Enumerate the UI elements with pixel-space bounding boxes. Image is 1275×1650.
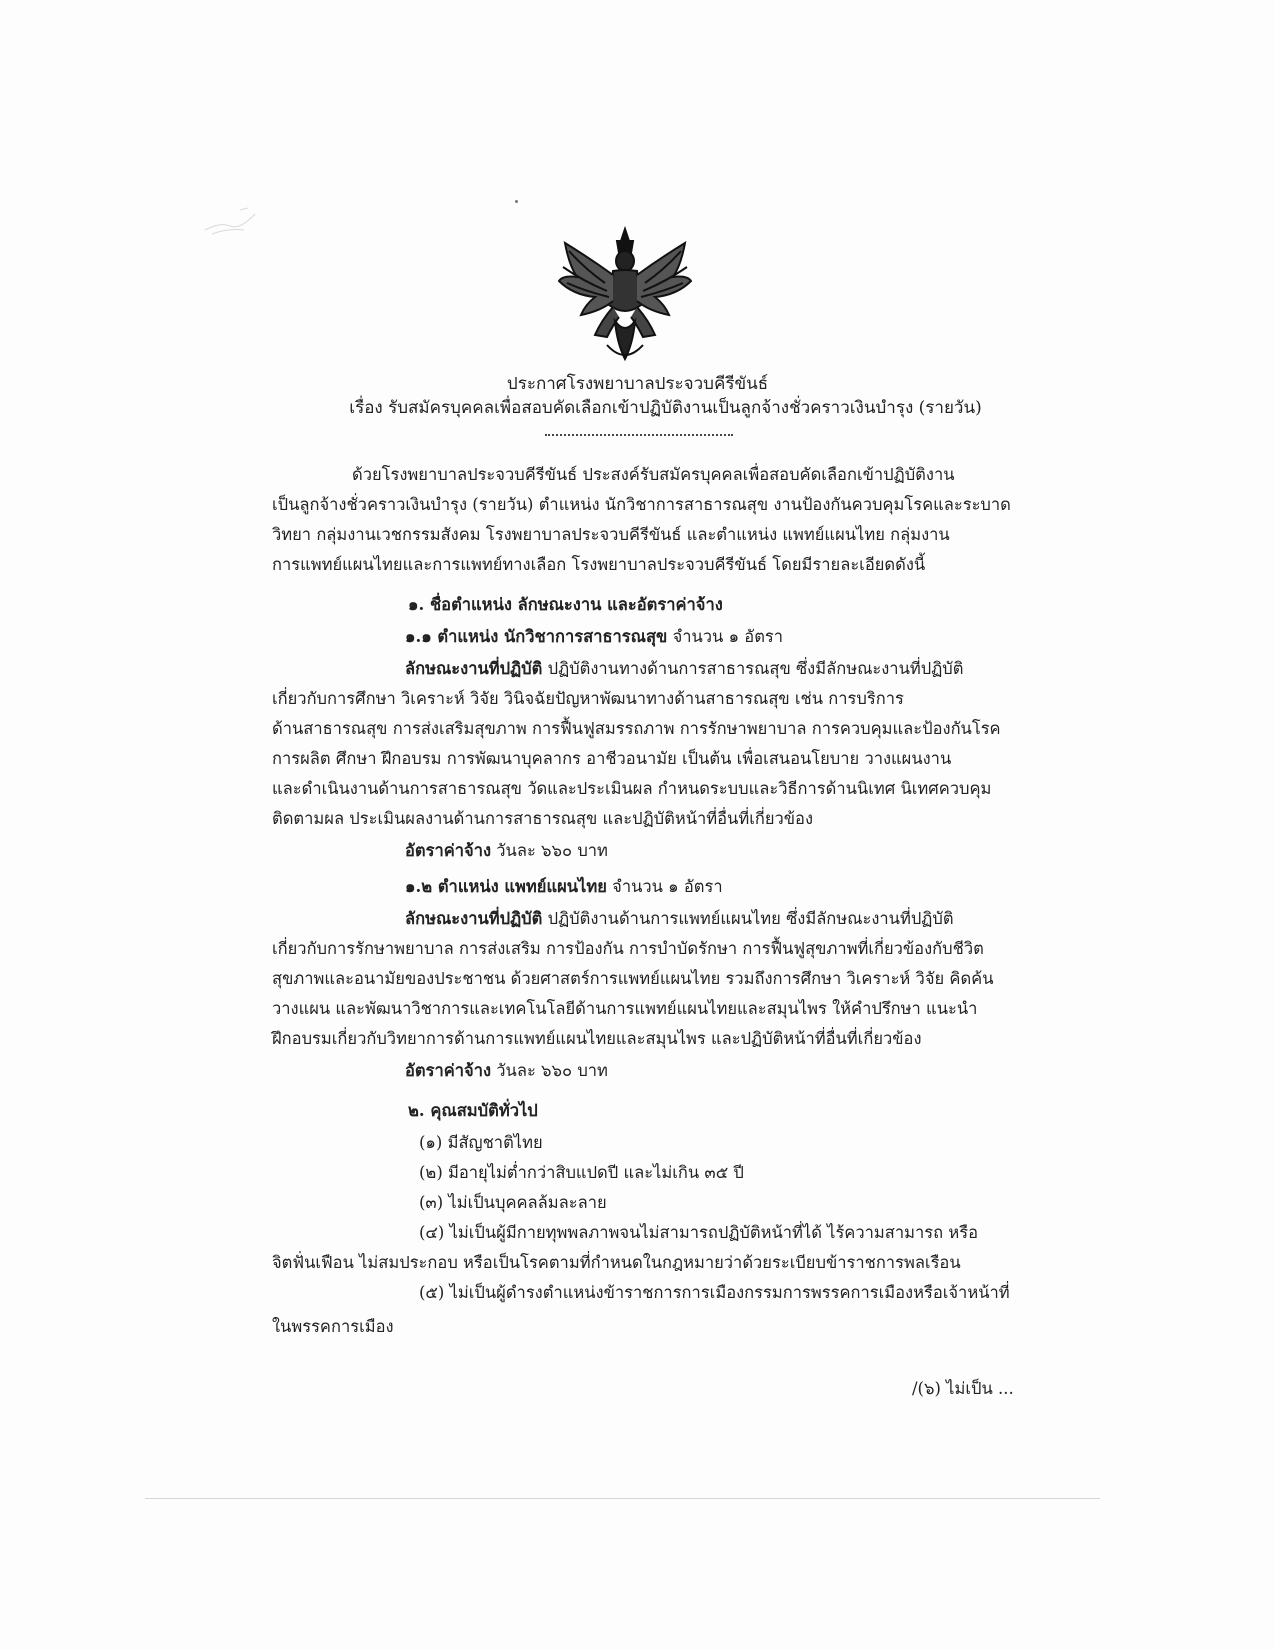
position-2-count: จำนวน ๑ อัตรา bbox=[606, 877, 723, 896]
scan-dot-mark bbox=[515, 200, 518, 203]
announcement-subject: เรื่อง รับสมัครบุคคลเพื่อสอบคัดเลือกเข้าปฏิบัติงานเป็นลูกจ้างชั่วคราวเงินบำรุง (รายวัน) bbox=[349, 398, 982, 418]
qualification-item: (๕) ไม่เป็นผู้ดำรงตำแหน่งข้าราชการการเมืองกรรมการพรรคการเมืองหรือเจ้าหน้าที่ bbox=[419, 1283, 1010, 1302]
position-2-title: ๑.๒ ตำแหน่ง แพทย์แผนไทย bbox=[405, 877, 607, 896]
qualification-item: (๓) ไม่เป็นบุคคลล้มละลาย bbox=[419, 1193, 607, 1212]
intro-line-2: เป็นลูกจ้างชั่วคราวเงินบำรุง (รายวัน) ตำแหน่ง นักวิชาการสาธารณสุข งานป้องกันควบคุมโรคและระบาด bbox=[272, 495, 1011, 514]
position-2-title-line bbox=[405, 876, 723, 898]
position-2-duty-line: วางแผน และพัฒนาวิชาการและเทคโนโลยีด้านการแพทย์แผนไทยและสมุนไพร ให้คำปรึกษา แนะนำ bbox=[272, 999, 978, 1018]
header-divider bbox=[545, 434, 733, 436]
position-2-wage-label: อัตราค่าจ้าง bbox=[405, 1061, 492, 1080]
position-1-duty-line: ด้านสาธารณสุข การส่งเสริมสุขภาพ การฟื้นฟูสมรรถภาพ การรักษาพยาบาล การควบคุมและป้องกันโรค bbox=[272, 719, 1001, 738]
position-2-duty-line: สุขภาพและอนามัยของประชาชน ด้วยศาสตร์การแพทย์แผนไทย รวมถึงการศึกษา วิเคราะห์ วิจัย คิดค้น bbox=[272, 969, 994, 988]
announcement-title: ประกาศโรงพยาบาลประจวบคีรีขันธ์ bbox=[506, 374, 769, 394]
position-1-duty-first: ปฏิบัติงานทางด้านการสาธารณสุข ซึ่งมีลักษณะงานที่ปฏิบัติ bbox=[542, 659, 964, 678]
position-1-duty-line: ติดตามผล ประเมินผลงานด้านการสาธารณสุข และปฏิบัติหน้าที่อื่นที่เกี่ยวข้อง bbox=[272, 809, 814, 828]
position-2-duty-line: เกี่ยวกับการรักษาพยาบาล การส่งเสริม การป้องกัน การบำบัดรักษา การฟื้นฟูสุขภาพที่เกี่ยวข้องกับชีวิต bbox=[272, 939, 984, 958]
intro-line-3: วิทยา กลุ่มงานเวชกรรมสังคม โรงพยาบาลประจวบคีรีขันธ์ และตำแหน่ง แพทย์แผนไทย กลุ่มงาน bbox=[272, 525, 950, 544]
position-2-duty-label: ลักษณะงานที่ปฏิบัติ bbox=[405, 909, 543, 928]
position-1-title: ๑.๑ ตำแหน่ง นักวิชาการสาธารณสุข bbox=[405, 627, 668, 646]
position-2-wage-value: วันละ ๖๖๐ บาท bbox=[491, 1061, 608, 1080]
qualification-item: (๑) มีสัญชาติไทย bbox=[419, 1133, 543, 1152]
position-2-duty-first: ปฏิบัติงานด้านการแพทย์แผนไทย ซึ่งมีลักษณะงานที่ปฏิบัติ bbox=[542, 909, 954, 928]
position-1-duty-line: และดำเนินงานด้านการสาธารณสุข วัดและประเมินผล กำหนดระบบและวิธีการด้านนิเทศ นิเทศควบคุม bbox=[272, 779, 992, 798]
qualification-item-continued: ในพรรคการเมือง bbox=[272, 1317, 394, 1336]
position-1-title-line bbox=[405, 626, 783, 648]
position-2-wage-line bbox=[405, 1060, 608, 1082]
qualification-item-continued: จิตฟั่นเฟือน ไม่สมประกอบ หรือเป็นโรคตามที่กำหนดในกฎหมายว่าด้วยระเบียบข้าราชการพลเรือน bbox=[272, 1253, 961, 1272]
qualification-item: (๒) มีอายุไม่ต่ำกว่าสิบแปดปี และไม่เกิน ๓๕ ปี bbox=[419, 1163, 744, 1182]
continued-marker: /(๖) ไม่เป็น ... bbox=[912, 1379, 1014, 1398]
scan-speck-mark bbox=[200, 200, 280, 240]
intro-line-4: การแพทย์แผนไทยและการแพทย์ทางเลือก โรงพยาบาลประจวบคีรีขันธ์ โดยมีรายละเอียดดังนี้ bbox=[272, 555, 926, 574]
position-1-duty-first-line bbox=[405, 658, 963, 680]
position-1-duty-line: การผลิต ศึกษา ฝึกอบรม การพัฒนาบุคลากร อาชีวอนามัย เป็นต้น เพื่อเสนอนโยบาย วางแผนงาน bbox=[272, 749, 952, 768]
intro-line-1: ด้วยโรงพยาบาลประจวบคีรีขันธ์ ประสงค์รับสมัครบุคคลเพื่อสอบคัดเลือกเข้าปฏิบัติงาน bbox=[352, 465, 955, 484]
section-1-heading: ๑. ชื่อตำแหน่ง ลักษณะงาน และอัตราค่าจ้าง bbox=[408, 595, 723, 614]
position-1-duty-label: ลักษณะงานที่ปฏิบัติ bbox=[405, 659, 543, 678]
section-2-heading: ๒. คุณสมบัติทั่วไป bbox=[408, 1101, 538, 1120]
garuda-emblem-icon bbox=[555, 225, 695, 365]
position-1-wage-value: วันละ ๖๖๐ บาท bbox=[491, 841, 608, 860]
scan-bottom-edge bbox=[145, 1498, 1100, 1499]
position-1-wage-line bbox=[405, 840, 608, 862]
position-2-duty-first-line bbox=[405, 908, 954, 930]
qualification-item: (๔) ไม่เป็นผู้มีกายทุพพลภาพจนไม่สามารถปฏิบัติหน้าที่ได้ ไร้ความสามารถ หรือ bbox=[419, 1223, 978, 1242]
position-1-wage-label: อัตราค่าจ้าง bbox=[405, 841, 492, 860]
position-1-duty-line: เกี่ยวกับการศึกษา วิเคราะห์ วิจัย วินิจฉัยปัญหาพัฒนาทางด้านสาธารณสุข เช่น การบริการ bbox=[272, 689, 904, 708]
position-1-count: จำนวน ๑ อัตรา bbox=[667, 627, 784, 646]
position-2-duty-line: ฝึกอบรมเกี่ยวกับวิทยาการด้านการแพทย์แผนไทยและสมุนไพร และปฏิบัติหน้าที่อื่นที่เกี่ยวข้อง bbox=[272, 1029, 922, 1048]
